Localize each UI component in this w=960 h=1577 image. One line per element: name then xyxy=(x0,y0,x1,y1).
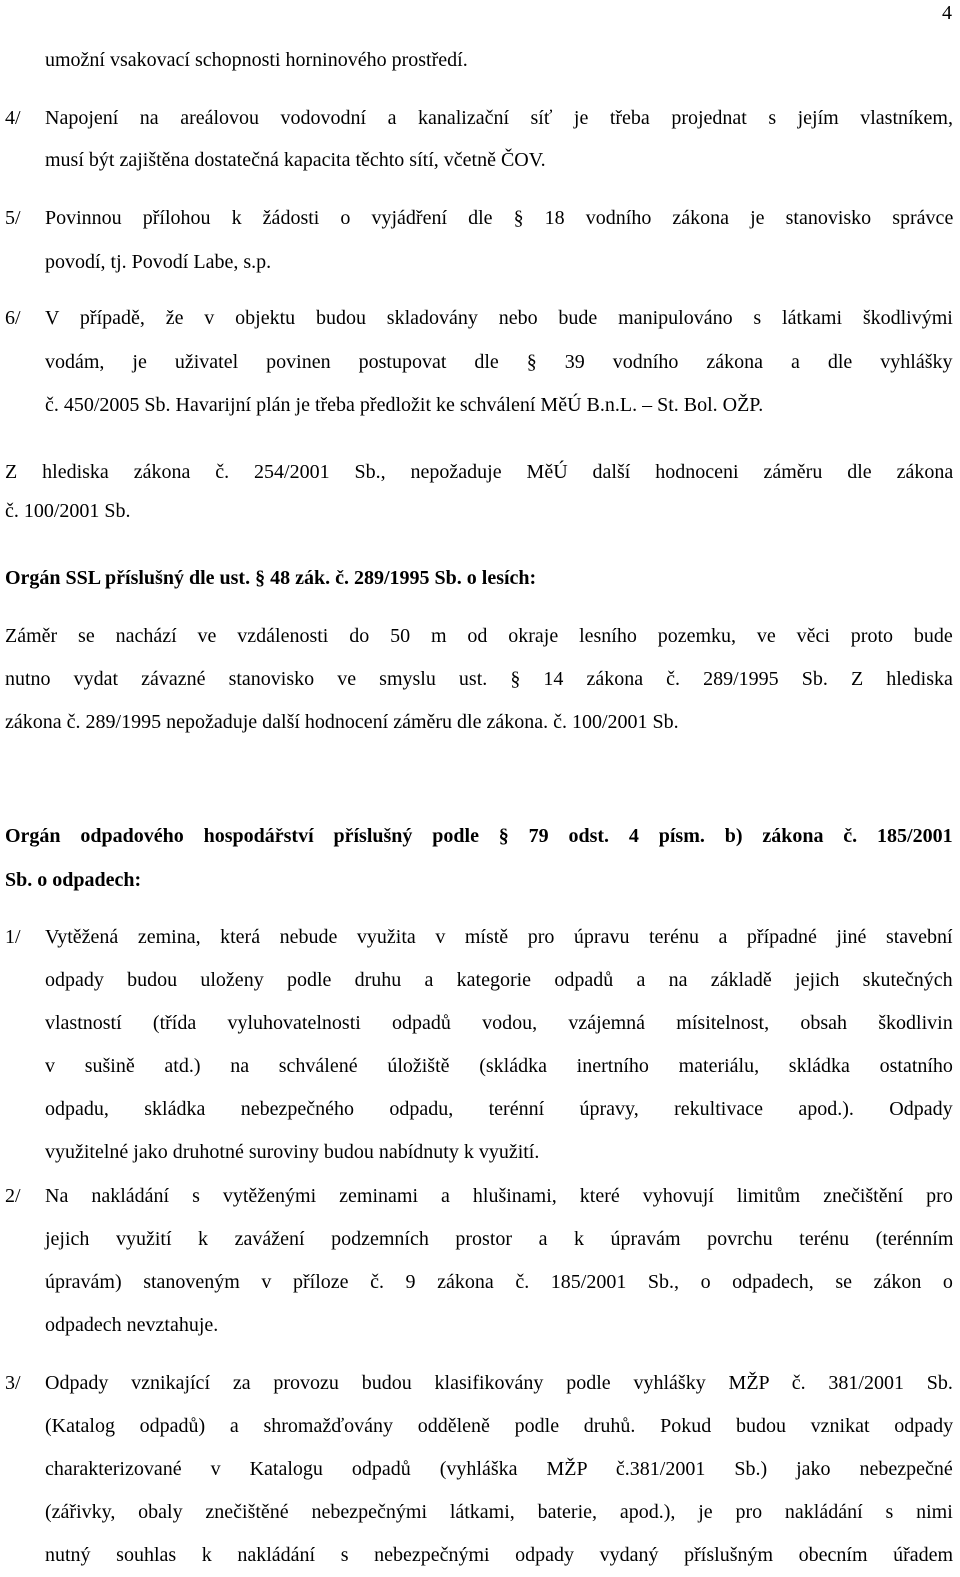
item-5-line-2: povodí, tj. Povodí Labe, s.p. xyxy=(45,251,272,273)
waste-item-2-line-2: jejich využití k zavážení podzemních prostor a k úpravám povrchu terénu (terénním xyxy=(45,1228,954,1250)
waste-item-2-line-4: odpadech nevztahuje. xyxy=(45,1314,219,1336)
waste-heading-line-1: Orgán odpadového hospodářství příslušný podle § 79 odst. 4 písm. b) zákona č. 185/2001 xyxy=(5,825,953,847)
waste-item-3-line-1: Odpady vznikající za provozu budou klasifikovány podle vyhlášky MŽP č. 381/2001 Sb. xyxy=(45,1372,953,1394)
item-4-line-1: Napojení na areálovou vodovodní a kanalizační síť je třeba projednat s jejím vlastníkem, xyxy=(45,107,953,129)
waste-heading-line-2: Sb. o odpadech: xyxy=(5,869,142,891)
waste-item-3-number: 3/ xyxy=(5,1372,21,1394)
item-5-line-1: Povinnou přílohou k žádosti o vyjádření dle § 18 vodního zákona je stanovisko správce xyxy=(45,207,954,229)
item-6-number: 6/ xyxy=(5,307,21,329)
waste-item-1-line-3: vlastností (třída vyluhovatelnosti odpadů vodou, vzájemná mísitelnost, obsah škodlivin xyxy=(45,1012,953,1034)
item-6-line-3: č. 450/2005 Sb. Havarijní plán je třeba předložit ke schválení MěÚ B.n.L. – St. Bol. OŽP. xyxy=(45,394,764,416)
item-5-number: 5/ xyxy=(5,207,21,229)
ssl-line-3: zákona č. 289/1995 nepožaduje další hodnocení záměru dle zákona. č. 100/2001 Sb. xyxy=(5,711,679,733)
waste-item-2-line-1: Na nakládání s vytěženými zeminami a hlušinami, které vyhovují limitům znečištění pro xyxy=(45,1185,953,1207)
waste-item-1-line-1: Vytěžená zemina, která nebude využita v místě pro úpravu terénu a případné jiné stavební xyxy=(45,926,953,948)
item-4-number: 4/ xyxy=(5,107,21,129)
waste-item-3-line-5: nutný souhlas k nakládání s nebezpečnými odpady vydaný příslušným obecním úřadem xyxy=(45,1544,954,1566)
waste-item-2-number: 2/ xyxy=(5,1185,21,1207)
waste-item-1-line-2: odpady budou uloženy podle druhu a kategorie odpadů a na základě jejich skutečných xyxy=(45,969,953,991)
item-6-line-2: vodám, je uživatel povinen postupovat dle § 39 vodního zákona a dle vyhlášky xyxy=(45,351,953,373)
item-4-line-2: musí být zajištěna dostatečná kapacita těchto sítí, včetně ČOV. xyxy=(45,149,546,171)
waste-item-1-line-6: využitelné jako druhotné suroviny budou nabídnuty k využití. xyxy=(45,1141,540,1163)
item-6-line-1: V případě, že v objektu budou skladovány nebo bude manipulováno s látkami škodlivými xyxy=(45,307,953,329)
page-number: 4 xyxy=(942,2,952,24)
ssl-line-1: Záměr se nachází ve vzdálenosti do 50 m od okraje lesního pozemku, ve věci proto bude xyxy=(5,625,953,647)
item-3-continuation: umožní vsakovací schopnosti horninového prostředí. xyxy=(45,49,468,71)
ssl-line-2: nutno vydat závazné stanovisko ve smyslu ust. § 14 zákona č. 289/1995 Sb. Z hlediska xyxy=(5,668,953,690)
waste-item-2-line-3: úpravám) stanoveným v příloze č. 9 zákona č. 185/2001 Sb., o odpadech, se zákon o xyxy=(45,1271,953,1293)
law-254-line-1: Z hlediska zákona č. 254/2001 Sb., nepožaduje MěÚ další hodnoceni záměru dle zákona xyxy=(5,461,954,483)
waste-item-1-number: 1/ xyxy=(5,926,21,948)
waste-item-3-line-4: (zářivky, obaly znečištěné nebezpečnými látkami, baterie, apod.), je pro nakládání s nimi xyxy=(45,1501,953,1523)
waste-item-3-line-3: charakterizované v Katalogu odpadů (vyhláška MŽP č.381/2001 Sb.) jako nebezpečné xyxy=(45,1458,953,1480)
waste-item-3-line-2: (Katalog odpadů) a shromažďovány odděleně podle druhů. Pokud budou vznikat odpady xyxy=(45,1415,954,1437)
waste-item-1-line-4: v sušině atd.) na schválené úložiště (skládka inertního materiálu, skládka ostatního xyxy=(45,1055,953,1077)
waste-item-1-line-5: odpadu, skládka nebezpečného odpadu, terénní úpravy, rekultivace apod.). Odpady xyxy=(45,1098,953,1120)
ssl-heading: Orgán SSL příslušný dle ust. § 48 zák. č. 289/1995 Sb. o lesích: xyxy=(5,567,537,589)
law-254-line-2: č. 100/2001 Sb. xyxy=(5,500,131,522)
